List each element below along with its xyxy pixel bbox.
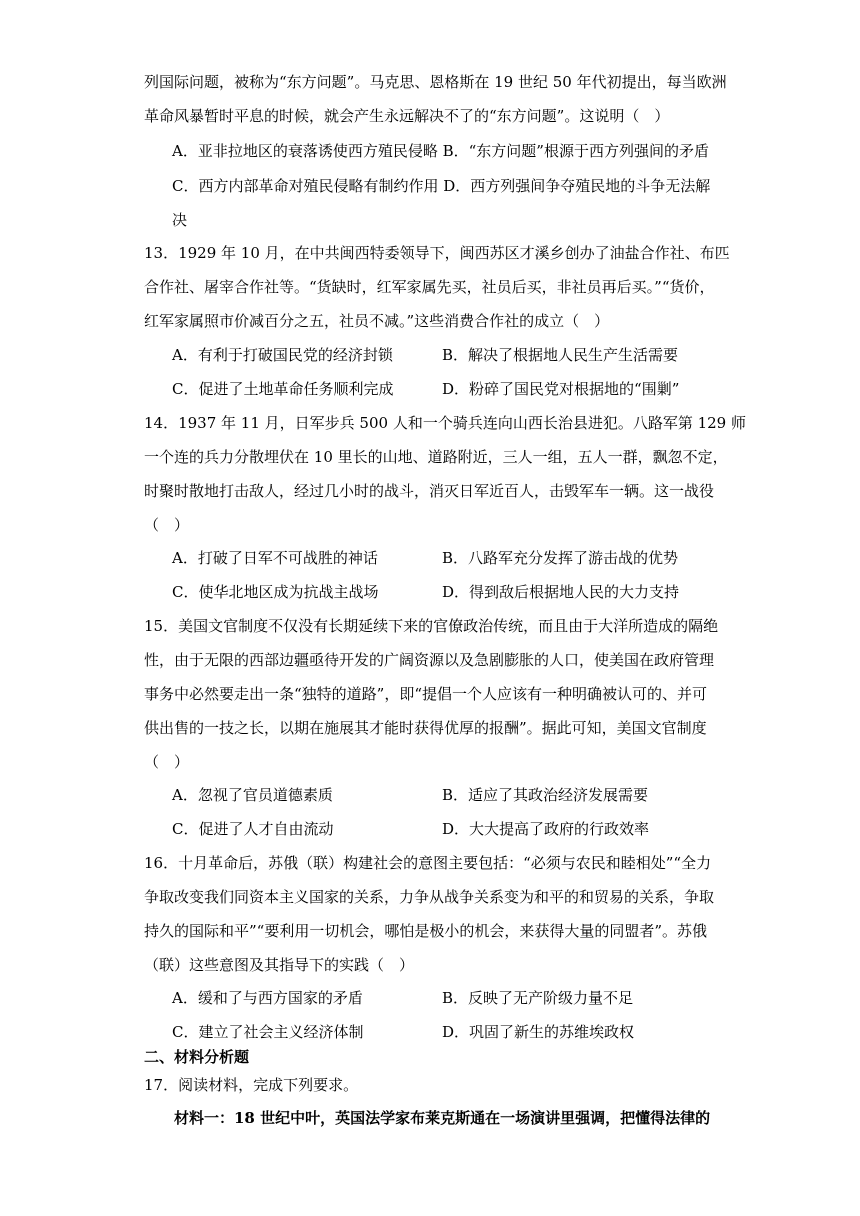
q12-option-cd[interactable]: C．西方内部革命对殖民侵略有制约作用 D．西方列强间争夺殖民地的斗争无法解 [172,177,711,195]
q16-option-c[interactable]: C．建立了社会主义经济体制 [172,1023,364,1041]
q13-line-3: 红军家属照市价减百分之五，社员不减。”这些消费合作社的成立（ ） [144,312,610,330]
q14-line-4: （ ） [144,516,190,534]
q12-line-2: 革命风暴暂时平息的时候，就会产生永远解决不了的“东方问题”。这说明（ ） [144,107,670,125]
q15-option-d[interactable]: D．大大提高了政府的行政效率 [442,820,650,838]
q13-option-a[interactable]: A．有利于打破国民党的经济封锁 [172,346,393,364]
q14-option-c[interactable]: C．使华北地区成为抗战主战场 [172,583,379,601]
q13-line-2: 合作社、屠宰合作社等。“货缺时，红军家属先买，社员后买，非社员再后买。”“货价， [144,278,715,296]
q16-option-d[interactable]: D．巩固了新生的苏维埃政权 [442,1023,635,1041]
q14-option-b[interactable]: B．八路军充分发挥了游击战的优势 [442,549,679,567]
q16-line-2: 争取改变我们同资本主义国家的关系，力争从战争关系变为和平的和贸易的关系，争取 [144,888,715,906]
q15-option-a[interactable]: A．忽视了官员道德素质 [172,786,333,804]
q12-option-d-wrap: 决 [172,211,188,229]
q15-line-2: 性，由于无限的西部边疆亟待开发的广阔资源以及急剧膨胀的人口，使美国在政府管理 [144,651,715,669]
q15-line-1: 15．美国文官制度不仅没有长期延续下来的官僚政治传统，而且由于大洋所造成的隔绝 [144,617,719,635]
q15-line-4: 供出售的一技之长，以期在施展其才能时获得优厚的报酬”。据此可知，美国文官制度 [144,719,707,737]
q12-line-1: 列国际问题，被称为“东方问题”。马克思、恩格斯在 19 世纪 50 年代初提出，每当欧洲 [144,73,727,91]
section-2-title: 二、材料分析题 [144,1048,250,1066]
q16-option-a[interactable]: A．缓和了与西方国家的矛盾 [172,989,363,1007]
q12-option-ab[interactable]: A．亚非拉地区的衰落诱使西方殖民侵略 B．“东方问题”根源于西方列强间的矛盾 [172,142,709,160]
material-1-line: 材料一：18 世纪中叶，英国法学家布莱克斯通在一场演讲里强调，把懂得法律的 [174,1109,711,1127]
q13-option-d[interactable]: D．粉碎了国民党对根据地的“围剿” [442,380,680,398]
q15-line-5: （ ） [144,753,190,771]
q16-line-1: 16．十月革命后，苏俄（联）构建社会的意图主要包括：“必须与农民和睦相处”“全力 [144,854,712,872]
q17-prompt: 17．阅读材料，完成下列要求。 [144,1076,359,1094]
q16-option-b[interactable]: B．反映了无产阶级力量不足 [442,989,634,1007]
q14-option-d[interactable]: D．得到敌后根据地人民的大力支持 [442,583,680,601]
q14-line-2: 一个连的兵力分散埋伏在 10 里长的山地、道路附近，三人一组，五人一群，飘忽不定， [144,448,728,466]
q15-option-c[interactable]: C．促进了人才自由流动 [172,820,334,838]
q13-line-1: 13．1929 年 10 月，在中共闽西特委领导下，闽西苏区才溪乡创办了油盐合作社、布匹 [144,244,730,262]
q15-line-3: 事务中必然要走出一条“独特的道路”，即“提倡一个人应该有一种明确被认可的、并可 [144,685,708,703]
q15-option-b[interactable]: B．适应了其政治经济发展需要 [442,786,649,804]
q16-line-4: （联）这些意图及其指导下的实践（ ） [144,956,415,974]
q13-option-c[interactable]: C．促进了土地革命任务顺利完成 [172,380,394,398]
q14-line-1: 14．1937 年 11 月，日军步兵 500 人和一个骑兵连向山西长治县进犯。八路军第 129 师 [144,414,746,432]
q13-option-b[interactable]: B．解决了根据地人民生产生活需要 [442,346,679,364]
q16-line-3: 持久的国际和平”“要利用一切机会，哪怕是极小的机会，来获得大量的同盟者”。苏俄 [144,922,708,940]
q14-option-a[interactable]: A．打破了日军不可战胜的神话 [172,549,378,567]
q14-line-3: 时聚时散地打击敌人，经过几小时的战斗，消灭日军近百人，击毁军车一辆。这一战役 [144,482,715,500]
